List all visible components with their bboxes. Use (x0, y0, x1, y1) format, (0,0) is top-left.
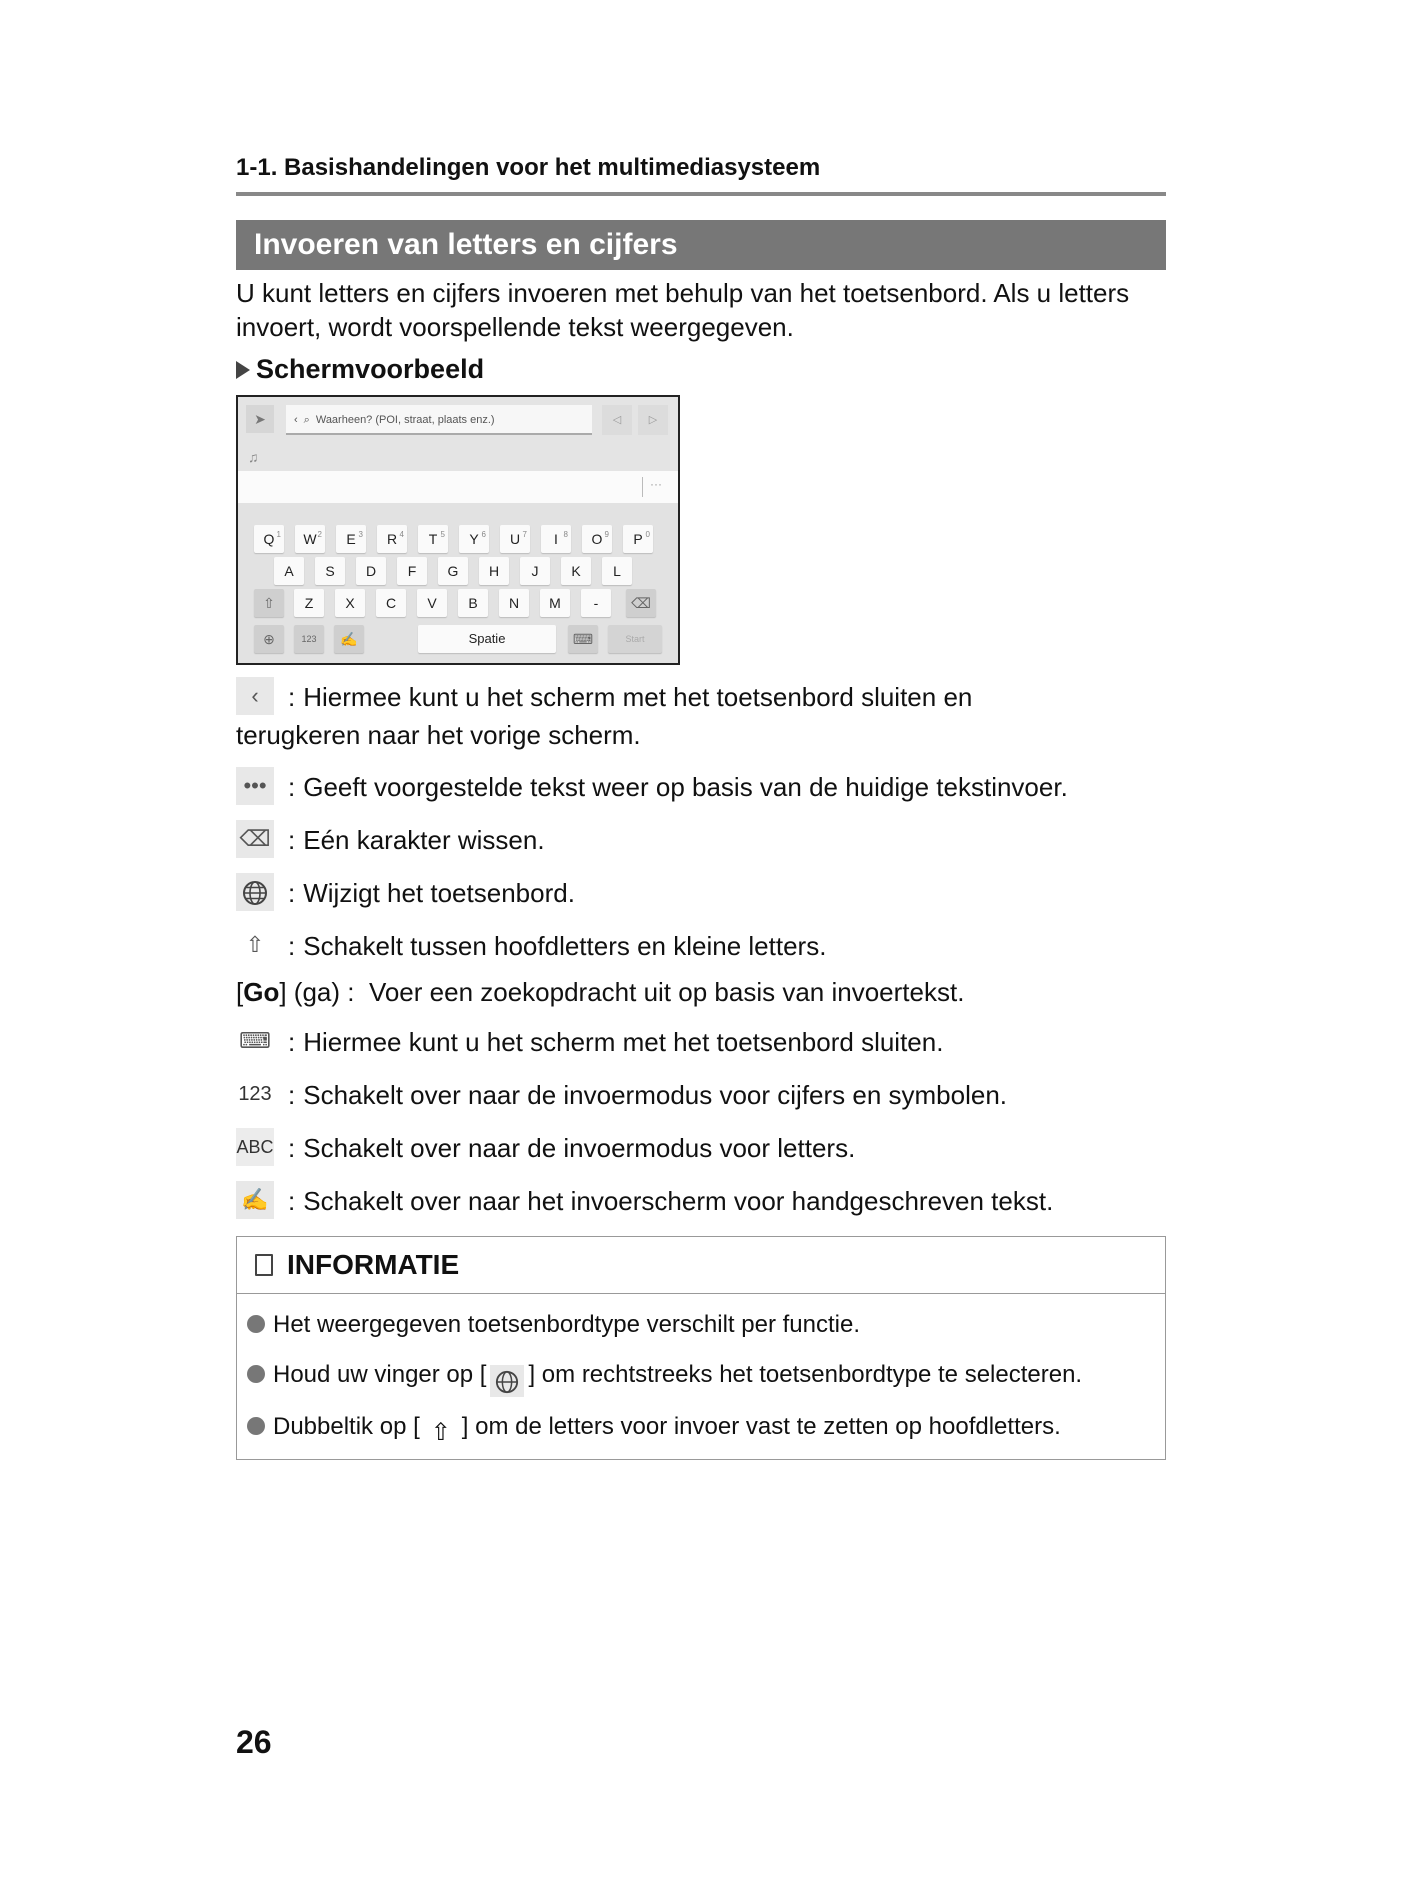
number-mode-key[interactable]: 123 (294, 625, 324, 653)
description-suggestions: ••• : Geeft voorgestelde tekst weer op basis van de huidige tekstinvoer. (236, 770, 1166, 808)
key-f[interactable]: F (397, 557, 427, 585)
key-r[interactable] (377, 525, 407, 553)
handwriting-key[interactable]: ✍ (334, 625, 364, 653)
key-number-hint: 3 (358, 530, 363, 539)
key-y[interactable] (459, 525, 489, 553)
key-g[interactable]: G (438, 557, 468, 585)
key-a[interactable]: A (274, 557, 304, 585)
key-label: R (386, 531, 398, 547)
description-shift: ⇧ : Schakelt tussen hoofdletters en kleine letters. (236, 929, 1166, 967)
globe-icon (490, 1365, 524, 1397)
description-close-back: ‹ : Hiermee kunt u het scherm met het toetsenbord sluiten en terugkeren naar het vorige scherm. (236, 680, 1166, 752)
key-number-hint: 7 (522, 530, 527, 539)
key-number-hint: 0 (645, 530, 650, 539)
key-label: O (591, 531, 603, 547)
header-divider (236, 192, 1166, 196)
space-key[interactable]: Spatie (418, 625, 556, 653)
cursor-left-icon[interactable]: ◁ (602, 405, 632, 435)
shift-icon: ⇧ (245, 932, 265, 958)
description-letter-mode: ABC : Schakelt over naar de invoermodus voor letters. (236, 1131, 1166, 1169)
page-number: 26 (236, 1724, 272, 1760)
globe-icon (236, 873, 274, 911)
key-x[interactable]: X (335, 589, 365, 617)
key-label: P (633, 531, 643, 547)
key-label: T (428, 531, 438, 547)
key-number-hint: 1 (276, 530, 281, 539)
shift-icon: ⇧ (430, 1419, 451, 1446)
backspace-icon: ⌫ (236, 820, 274, 858)
key-b[interactable]: B (458, 589, 488, 617)
information-header (237, 1237, 1165, 1294)
key-label: Q (263, 531, 275, 547)
key-label: U (509, 531, 521, 547)
key-number-hint: 5 (440, 530, 445, 539)
key-c[interactable]: C (376, 589, 406, 617)
bullet-icon (247, 1417, 265, 1435)
on-screen-keyboard (238, 503, 678, 663)
key-q[interactable] (254, 525, 284, 553)
handwriting-icon: ✍ (236, 1181, 274, 1219)
key-number-hint: 2 (317, 530, 322, 539)
search-input[interactable] (286, 405, 592, 435)
shift-key[interactable]: ⇧ (254, 589, 284, 617)
input-divider (642, 477, 643, 497)
key-m[interactable]: M (540, 589, 570, 617)
description-backspace: ⌫ : Eén karakter wissen. (236, 823, 1166, 861)
key-number-hint: 4 (399, 530, 404, 539)
key-number-hint: 9 (604, 530, 609, 539)
information-box (236, 1236, 1166, 1460)
key-j[interactable]: J (520, 557, 550, 585)
key-s[interactable]: S (315, 557, 345, 585)
key-w[interactable] (295, 525, 325, 553)
key-v[interactable]: V (417, 589, 447, 617)
key-label: E (346, 531, 356, 547)
key-number-hint: 8 (563, 530, 568, 539)
search-icon: ⌕ (303, 414, 310, 426)
go-key-label: Go (243, 977, 280, 1007)
search-placeholder: Waarheen? (POI, straat, plaats enz.) (315, 414, 495, 426)
back-chevron-icon[interactable]: ‹ (294, 414, 298, 426)
screen-example-label: Schermvoorbeeld (256, 354, 485, 384)
bullet-icon (247, 1365, 265, 1383)
chevron-left-icon: ‹ (236, 677, 274, 715)
keyboard-close-key[interactable]: ⌨ (568, 625, 598, 653)
key-label: W (303, 531, 317, 547)
description-keyboard-close: ⌨ : Hiermee kunt u het scherm met het toetsenbord sluiten. (236, 1025, 1166, 1063)
triangle-bullet-icon (236, 361, 250, 379)
key-k[interactable]: K (561, 557, 591, 585)
key-h[interactable]: H (479, 557, 509, 585)
start-key[interactable]: Start (608, 625, 662, 653)
key-i[interactable] (541, 525, 571, 553)
information-title: INFORMATIE (287, 1249, 460, 1280)
description-number-mode: 123 : Schakelt over naar de invoermodus voor cijfers en symbolen. (236, 1078, 1166, 1116)
navigation-arrow-icon[interactable]: ➤ (246, 405, 274, 433)
intro-paragraph: U kunt letters en cijfers invoeren met behulp van het toetsenbord. Als u letters invoert, wordt voorspellende tekst weergegeven. (236, 278, 1130, 342)
key-number-hint: 6 (481, 530, 486, 539)
keyboard-screen-example (236, 395, 680, 665)
number-mode-icon: 123 (238, 1083, 272, 1106)
key-label: Y (469, 531, 479, 547)
key-dash[interactable]: - (581, 589, 611, 617)
description-globe: : Wijzigt het toetsenbord. (236, 876, 1166, 914)
key-l[interactable]: L (602, 557, 632, 585)
key-e[interactable] (336, 525, 366, 553)
backspace-key[interactable]: ⌫ (626, 589, 656, 617)
description-go: [Go] (ga) : Voer een zoekopdracht uit op basis van invoertekst. (236, 977, 965, 1007)
info-item-2: Houd uw vinger op [ ] om rechtstreeks het toetsenbordtype te selecteren. (247, 1361, 1082, 1397)
key-u[interactable] (500, 525, 530, 553)
screen-example-heading (236, 354, 484, 385)
keyboard-close-icon: ⌨ (239, 1028, 271, 1054)
bullet-icon (247, 1315, 265, 1333)
globe-key[interactable]: ⊕ (254, 625, 284, 653)
more-icon: ••• (236, 767, 274, 805)
cursor-right-icon[interactable]: ▷ (638, 405, 668, 435)
key-n[interactable]: N (499, 589, 529, 617)
key-label: I (554, 531, 558, 547)
more-suggestions-icon[interactable]: ··· (650, 477, 662, 491)
description-handwriting: ✍ : Schakelt over naar het invoerscherm voor handgeschreven tekst. (236, 1184, 1166, 1222)
key-p[interactable] (623, 525, 653, 553)
key-z[interactable]: Z (294, 589, 324, 617)
text-input-row[interactable] (238, 471, 678, 503)
music-note-icon: ♫ (248, 449, 259, 465)
letter-mode-icon: ABC (236, 1128, 274, 1166)
page-title: Invoeren van letters en cijfers (236, 220, 1166, 270)
info-item-3: Dubbeltik op [ ⇧ ] om de letters voor invoer vast te zetten op hoofdletters. (247, 1413, 1061, 1449)
key-t[interactable] (418, 525, 448, 553)
section-header: 1-1. Basishandelingen voor het multimediasysteem (236, 154, 821, 181)
key-o[interactable] (582, 525, 612, 553)
screen-top-bar (238, 397, 678, 471)
book-icon (255, 1254, 273, 1276)
key-d[interactable]: D (356, 557, 386, 585)
info-item-1: Het weergegeven toetsenbordtype verschilt per functie. (247, 1311, 860, 1339)
